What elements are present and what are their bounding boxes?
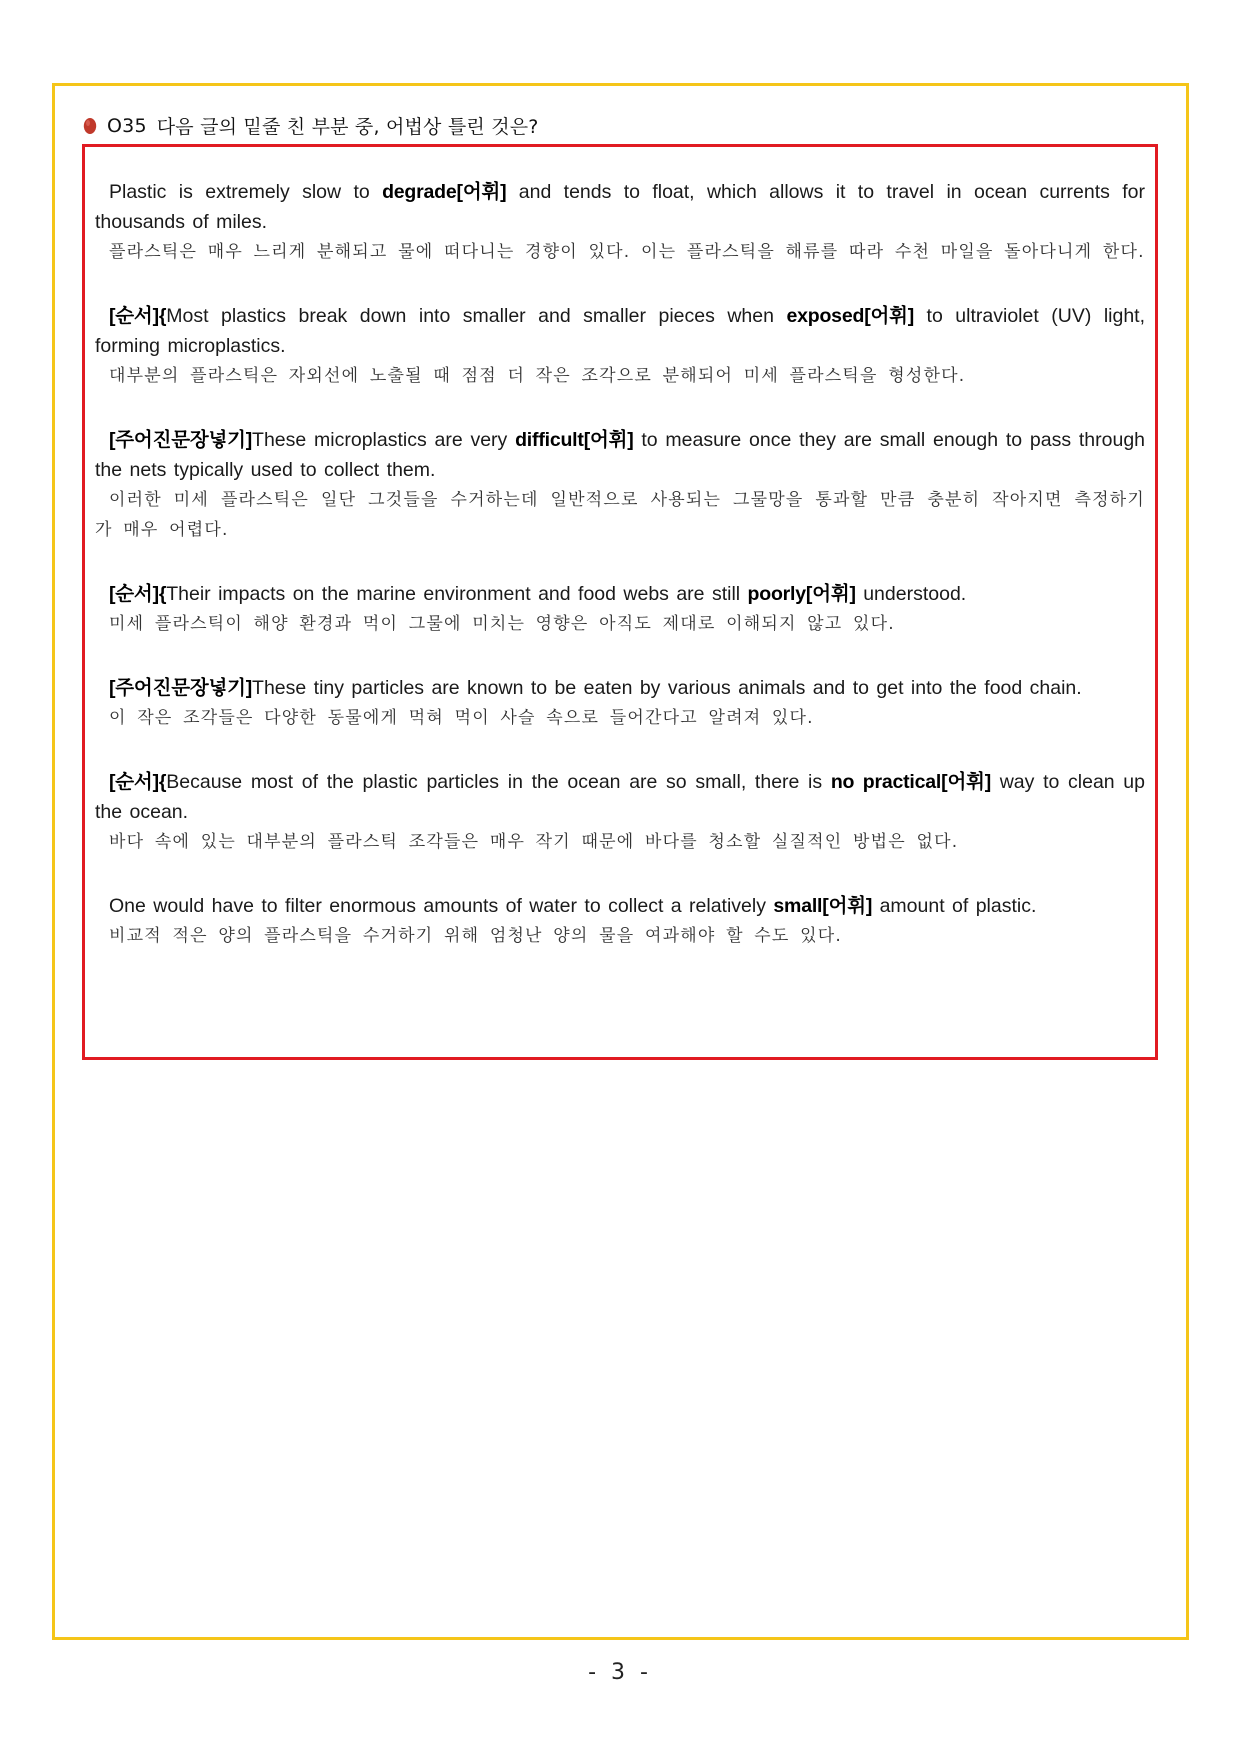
english-sentence bbox=[95, 891, 1145, 921]
english-sentence bbox=[95, 579, 1145, 609]
english-sentence bbox=[95, 301, 1145, 361]
sentence-text-before: One would have to filter enormous amounts of water to collect a relatively bbox=[109, 895, 774, 917]
sentence-tag: [주어진문장넣기] bbox=[109, 677, 253, 699]
korean-translation: 비교적 적은 양의 플라스틱을 수거하기 위해 엄청난 양의 물을 여과해야 할 수도 있다. bbox=[109, 926, 842, 946]
english-sentence bbox=[95, 425, 1145, 485]
keyword-tag: [어휘] bbox=[822, 895, 873, 917]
sentence-text-after: amount of plastic. bbox=[872, 895, 1037, 917]
english-sentence bbox=[95, 177, 1145, 237]
korean-translation: 이 작은 조각들은 다양한 동물에게 먹혀 먹이 사슬 속으로 들어간다고 알려져 있다. bbox=[109, 708, 814, 728]
korean-translation: 미세 플라스틱이 해양 환경과 먹이 그물에 미치는 영향은 아직도 제대로 이해되지 않고 있다. bbox=[109, 614, 895, 634]
sentence-block bbox=[95, 767, 1145, 857]
keyword: no practical bbox=[830, 771, 942, 793]
sentence-text-before: Plastic is extremely slow to bbox=[109, 181, 383, 203]
question-header bbox=[83, 112, 539, 139]
keyword: degrade bbox=[382, 181, 457, 203]
sentence-text-before: These microplastics are very bbox=[252, 429, 516, 451]
heart-bullet-icon bbox=[83, 117, 97, 135]
keyword-tag: [어휘] bbox=[941, 771, 992, 793]
sentence-block bbox=[95, 891, 1145, 951]
sentence-block bbox=[95, 673, 1145, 733]
sentence-tag: [순서]{ bbox=[109, 583, 167, 605]
sentence-text-after: understood. bbox=[855, 583, 967, 605]
korean-translation: 바다 속에 있는 대부분의 플라스틱 조각들은 매우 작기 때문에 바다를 청소할 실질적인 방법은 없다. bbox=[109, 832, 959, 852]
passage-box bbox=[82, 144, 1158, 1060]
keyword-tag: [어휘] bbox=[805, 583, 856, 605]
question-number: O35 bbox=[107, 114, 147, 137]
sentence-block bbox=[95, 425, 1145, 545]
sentence-block bbox=[95, 177, 1145, 267]
sentence-text-before: Most plastics break down into smaller and smaller pieces when bbox=[166, 305, 787, 327]
sentence-block bbox=[95, 301, 1145, 391]
sentence-text-after: to measure once they are small enough to pass through the nets typically used to collect them. bbox=[95, 429, 1146, 481]
sentence-text-before: Their impacts on the marine environment and food webs are still bbox=[166, 583, 748, 605]
sentence-text-after: way to clean up the ocean. bbox=[95, 771, 1146, 823]
sentence-text-before: Because most of the plastic particles in the ocean are so small, there is bbox=[166, 771, 831, 793]
english-sentence bbox=[95, 767, 1145, 827]
sentence-text-before: These tiny particles are known to be eaten by various animals and to get into the food chain. bbox=[252, 677, 1082, 699]
sentence-tag: [순서]{ bbox=[109, 305, 167, 327]
korean-translation: 대부분의 플라스틱은 자외선에 노출될 때 점점 더 작은 조각으로 분해되어 미세 플라스틱을 형성한다. bbox=[109, 366, 966, 386]
question-text: 다음 글의 밑줄 친 부분 중, 어법상 틀린 것은? bbox=[156, 116, 539, 138]
keyword: exposed bbox=[786, 305, 865, 327]
keyword-tag: [어휘] bbox=[864, 305, 915, 327]
korean-translation: 플라스틱은 매우 느리게 분해되고 물에 떠다니는 경향이 있다. 이는 플라스틱을 해류를 따라 수천 마일을 돌아다니게 한다. bbox=[109, 242, 1145, 262]
korean-translation: 이러한 미세 플라스틱은 일단 그것들을 수거하는데 일반적으로 사용되는 그물망을 통과할 만큼 충분히 작아지면 측정하기가 매우 어렵다. bbox=[95, 490, 1145, 540]
english-sentence bbox=[95, 673, 1145, 703]
keyword-tag: [어휘] bbox=[583, 429, 634, 451]
keyword: small bbox=[773, 895, 823, 917]
sentence-text-after: to ultraviolet (UV) light, forming microplastics. bbox=[95, 305, 1146, 357]
page-number: - 3 - bbox=[588, 1660, 652, 1685]
keyword: poorly bbox=[747, 583, 806, 605]
sentence-block bbox=[95, 579, 1145, 639]
sentence-tag: [주어진문장넣기] bbox=[109, 429, 253, 451]
keyword-tag: [어휘] bbox=[456, 181, 507, 203]
sentence-text-after: and tends to float, which allows it to travel in ocean currents for thousands of miles. bbox=[95, 181, 1145, 233]
keyword: difficult bbox=[515, 429, 584, 451]
sentence-tag: [순서]{ bbox=[109, 771, 167, 793]
